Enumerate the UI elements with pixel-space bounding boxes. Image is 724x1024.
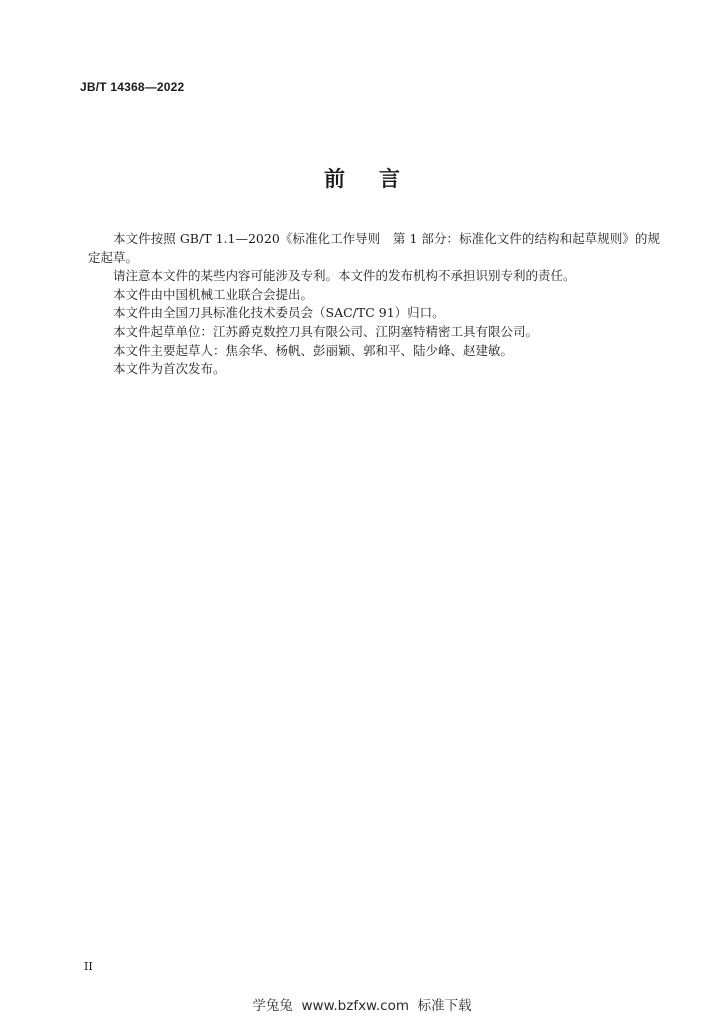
foreword-body bbox=[88, 230, 660, 379]
paragraph-drafting-units: 本文件起草单位：江苏爵克数控刀具有限公司、江阴塞特精密工具有限公司。 bbox=[113, 323, 539, 339]
document-code: JB/T 14368—2022 bbox=[80, 80, 185, 94]
page-title: 前言 bbox=[324, 167, 434, 191]
page-number: II bbox=[84, 960, 93, 973]
paragraph-patent-notice: 请注意本文件的某些内容可能涉及专利。本文件的发布机构不承担识别专利的责任。 bbox=[113, 268, 576, 284]
footer-watermark: 学兔兔 www.bzfxw.com 标准下载 bbox=[252, 998, 472, 1014]
paragraph-drafters: 本文件主要起草人：焦余华、杨帆、彭丽颖、郭和平、陆少峰、赵建敏。 bbox=[113, 342, 514, 358]
paragraph-drafting-rules: 本文件按照 GB/T 1.1—2020《标准化工作导则 第 1 部分：标准化文件的结构和起草规则》的规定起草。 bbox=[88, 231, 660, 265]
paragraph-proposer: 本文件由中国机械工业联合会提出。 bbox=[113, 286, 314, 302]
paragraph-technical-committee: 本文件由全国刀具标准化技术委员会（SAC/TC 91）归口。 bbox=[113, 305, 445, 321]
paragraph-first-edition: 本文件为首次发布。 bbox=[113, 361, 226, 377]
